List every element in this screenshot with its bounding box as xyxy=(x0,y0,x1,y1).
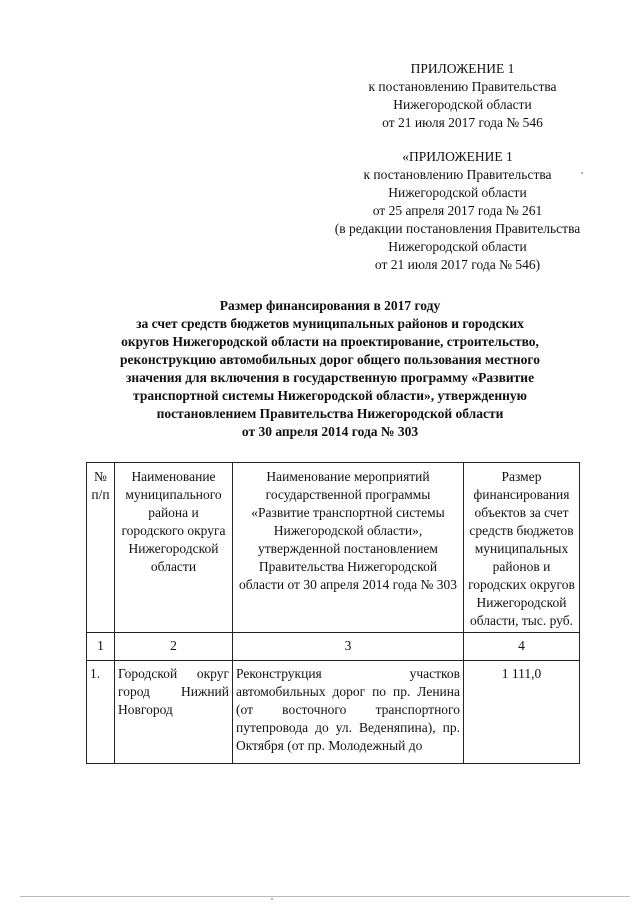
title-line: от 30 апреля 2014 года № 303 xyxy=(241,424,419,439)
column-number: 3 xyxy=(233,633,464,661)
table-header-row xyxy=(87,463,580,633)
title-line: за счет средств бюджетов муниципальных районов и городских xyxy=(136,316,524,331)
title-line: транспортной системы Нижегородской области», утвержденную xyxy=(133,388,527,403)
amendment-note: Нижегородской области xyxy=(388,239,527,254)
row-amount: 1 111,0 xyxy=(464,661,580,764)
row-district: Городской округ город Нижний Новгород xyxy=(115,661,233,764)
scan-edge-line xyxy=(20,896,630,897)
scan-speck xyxy=(581,172,583,174)
column-number: 4 xyxy=(464,633,580,661)
original-appendix-header xyxy=(310,148,605,274)
scan-speck xyxy=(271,898,273,900)
appendix-date: от 25 апреля 2017 года № 261 xyxy=(372,203,543,218)
financing-table xyxy=(86,462,580,764)
appendix-title: ПРИЛОЖЕНИЕ 1 xyxy=(410,61,515,76)
title-line: постановлением Правительства Нижегородской области xyxy=(156,406,504,421)
document-title xyxy=(95,297,565,441)
row-measure: Реконструкция участков автомобильных дорог по пр. Ленина (от восточного транспортного путепровода до ул. Веденяпина), пр. Октября (от пр. Молодежный до xyxy=(233,661,464,764)
header-amount: Размер финансирования объектов за счет средств бюджетов муниципальных районов и городских округов Нижегородской области, тыс. руб. xyxy=(464,463,580,633)
appendix-line: Нижегородской области xyxy=(388,185,527,200)
appendix-date: от 21 июля 2017 года № 546 xyxy=(382,115,543,130)
column-number: 1 xyxy=(87,633,115,661)
appendix-header xyxy=(320,60,605,132)
header-number: № п/п xyxy=(87,463,115,633)
title-line: реконструкцию автомобильных дорог общего пользования местного xyxy=(120,352,540,367)
column-number: 2 xyxy=(115,633,233,661)
title-line: округов Нижегородской области на проектирование, строительство, xyxy=(121,334,539,349)
amendment-note: (в редакции постановления Правительства xyxy=(334,221,581,236)
title-line: Размер финансирования в 2017 году xyxy=(219,298,441,313)
column-number-row xyxy=(87,633,580,661)
title-line: значения для включения в государственную программу «Развитие xyxy=(125,370,535,385)
amendment-note: от 21 июля 2017 года № 546) xyxy=(374,257,541,272)
header-district: Наименование муниципального района и городского округа Нижегородской области xyxy=(115,463,233,633)
appendix-line: к постановлению Правительства xyxy=(363,167,552,182)
row-number: 1. xyxy=(87,661,115,764)
appendix-line: к постановлению Правительства xyxy=(368,79,557,94)
appendix-line: Нижегородской области xyxy=(393,97,532,112)
table-row xyxy=(87,661,580,764)
header-measure: Наименование мероприятий государственной программы «Развитие транспортной системы Нижегородской области», утвержденной постановлением Правительства Нижегородской области от 30 апреля 2014 года № 303 xyxy=(233,463,464,633)
appendix-title: «ПРИЛОЖЕНИЕ 1 xyxy=(402,149,513,164)
